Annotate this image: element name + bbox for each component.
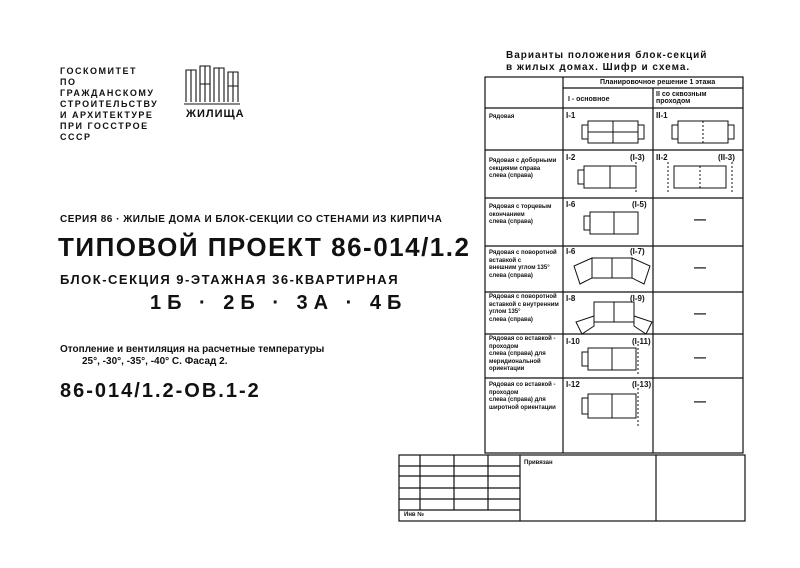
row-4-text-2: внешним углом 135° <box>489 265 550 271</box>
plan-diagrams <box>484 76 744 456</box>
row-2-code-2b: (II-3) <box>718 153 735 162</box>
row-6-dash: — <box>694 350 706 364</box>
project-title: ТИПОВОЙ ПРОЕКТ 86-014/1.2 <box>58 232 471 262</box>
stamp-inv: Инв № <box>404 512 424 518</box>
heating-line-2: 25°, -30°, -35°, -40° С. Фасад 2. <box>82 356 228 367</box>
row-2-code-1b: (I-3) <box>630 153 645 162</box>
heating-line-1: Отопление и вентиляция на расчетные температуры <box>60 344 325 355</box>
logo-mark-icon <box>182 62 242 106</box>
row-4-dash: — <box>694 260 706 274</box>
plan-i-6-angled-icon <box>574 258 650 284</box>
logo <box>178 62 248 128</box>
row-2-text-1: Рядовая с доборными секциями справа <box>489 158 557 172</box>
row-4-code-1: I-6 <box>566 247 576 256</box>
org-line-2: ПО ГРАЖДАНСКОМУ <box>60 77 155 98</box>
org-line-1: ГОСКОМИТЕТ <box>60 66 137 76</box>
project-subtitle: БЛОК-СЕКЦИЯ 9-ЭТАЖНАЯ 36-КВАРТИРНАЯ <box>60 272 400 287</box>
organization-block <box>60 66 170 143</box>
row-7-text-2: слева (справа) для <box>489 397 546 403</box>
plan-i-12-icon <box>582 388 638 426</box>
row-3-code-1: I-6 <box>566 200 576 209</box>
plan-i-1-icon <box>582 121 644 143</box>
variants-title-line-2: в жилых домах. Шифр и схема. <box>506 62 691 73</box>
title-stamp <box>398 454 748 534</box>
logo-text: ЖИЛИЩА <box>186 108 245 120</box>
row-3-text-2: слева (справа) <box>489 219 533 225</box>
row-5-text-1: Рядовая с поворотной вставкой с внутренним углом 135° <box>489 294 559 315</box>
row-7-dash: — <box>694 394 706 408</box>
row-2-text-2: слева (справа) <box>489 173 533 179</box>
row-2-code-1: I-2 <box>566 153 576 162</box>
row-4-text-1: Рядовая с поворотной вставкой с <box>489 250 557 264</box>
row-1-code-2: II-1 <box>656 111 668 120</box>
series-line: СЕРИЯ 86 · ЖИЛЫЕ ДОМА И БЛОК-СЕКЦИИ СО СТЕНАМИ ИЗ КИРПИЧА <box>60 214 443 225</box>
row-6-code-1: I-10 <box>566 337 580 346</box>
row-5-code-1b: (I-9) <box>630 294 645 303</box>
row-7-code-1: I-12 <box>566 380 580 389</box>
row-6-text-3: меридиональной <box>489 358 541 365</box>
stamp-label: Привязан <box>524 460 553 466</box>
col2-label: со сквозным проходом <box>656 91 707 105</box>
row-3-text-1: Рядовая с торцевым окончанием <box>489 204 552 218</box>
row-5-code-1: I-8 <box>566 294 576 303</box>
row-4-text-3: слева (справа) <box>489 272 533 279</box>
org-line-3: СТРОИТЕЛЬСТВУ <box>60 99 159 109</box>
plan-ii-1-icon <box>672 121 734 143</box>
row-2-code-2: II-2 <box>656 153 668 162</box>
row-1-code-1: I-1 <box>566 111 576 120</box>
section-codes: 1Б · 2Б · 3А · 4Б <box>150 292 408 314</box>
variants-title <box>506 50 746 74</box>
row-7-text-1: Рядовая со вставкой - проходом <box>489 382 556 396</box>
row-4-code-1b: (I-7) <box>630 247 645 256</box>
row-3-code-1b: (I-5) <box>632 200 647 209</box>
variants-title-line-1: Варианты положения блок-секций <box>506 50 708 61</box>
row-7-code-1b: (I-13) <box>632 380 652 389</box>
document-number: 86-014/1.2-ОВ.1-2 <box>60 380 261 402</box>
org-line-5: ПРИ ГОССТРОЕ СССР <box>60 121 149 142</box>
col1-num: I <box>568 96 570 103</box>
plan-i-6-icon <box>584 212 638 234</box>
plan-ii-2-icon <box>668 162 732 192</box>
row-5-text-2: слева (справа) <box>489 316 533 323</box>
col1-label: - основное <box>571 96 610 103</box>
row-7-text-3: широтной ориентации <box>489 404 556 411</box>
plan-i-10-icon <box>582 344 638 374</box>
row-6-text-2: слева (справа) для <box>489 351 546 357</box>
plan-i-8-icon <box>576 302 652 334</box>
variants-header-top: Планировочное решение 1 этажа <box>600 79 716 86</box>
heating-block <box>60 344 410 368</box>
col2-num: II <box>656 91 660 98</box>
row-3-dash: — <box>694 212 706 226</box>
row-6-text-1: Рядовая со вставкой - проходом <box>489 336 556 350</box>
row-5-dash: — <box>694 306 706 320</box>
row-1-text-1: Рядовая <box>489 114 515 120</box>
row-6-code-1b: (I-11) <box>632 337 651 346</box>
row-6-text-4: ориентации <box>489 366 525 372</box>
org-line-4: И АРХИТЕКТУРЕ <box>60 110 154 120</box>
plan-i-2-icon <box>578 162 636 192</box>
